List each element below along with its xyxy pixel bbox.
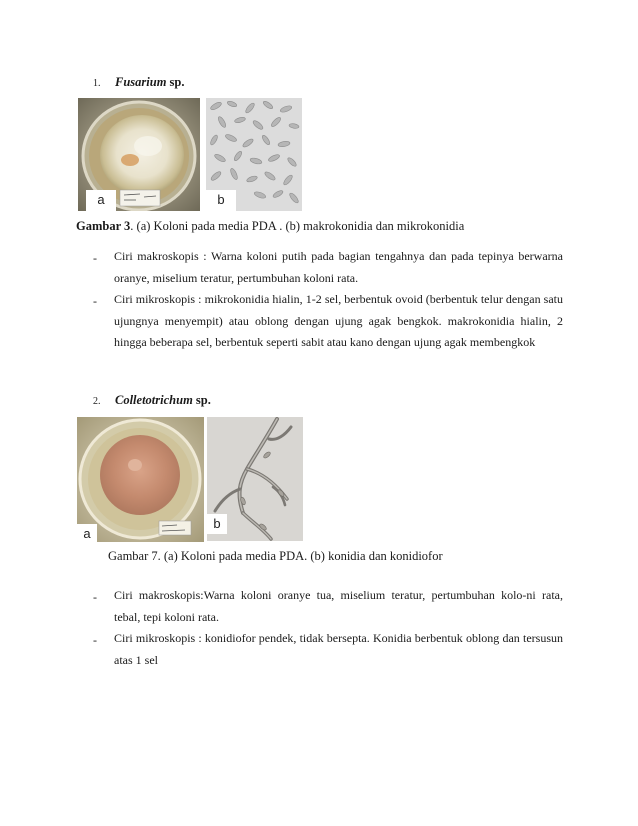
section1-photo-b-label: b <box>206 190 236 211</box>
section2-bullet-1-text: Ciri makroskopis:Warna koloni oranye tua, miselium teratur, pertumbuhan kolo-ni rata, tebal, tepi koloni rata. <box>114 588 563 624</box>
section1-caption <box>76 219 464 234</box>
section1-heading <box>93 75 185 90</box>
section1-bullet-2-text: Ciri mikroskopis : mikrokonidia hialin, 1-2 sel, berbentuk ovoid (berbentuk telur dengan satu ujungnya menyempit) atau oblong dengan ujung agak bengkok. makrokonidia hialin, 2 hingga beberapa sel, berbentuk seperti sabit atau kano dengan ujung agak membengkok <box>114 292 563 349</box>
section1-photo-a-label: a <box>86 190 116 211</box>
section2-heading <box>93 393 211 408</box>
section1-bullet-2-dash: - <box>93 294 97 308</box>
section2-caption: Gambar 7. (a) Koloni pada media PDA. (b) konidia dan konidiofor <box>108 549 443 563</box>
section2-sp: sp. <box>192 393 211 407</box>
section1-number: 1. <box>93 78 101 89</box>
section2-number: 2. <box>93 396 101 407</box>
section2-photo-b-label: b <box>207 514 227 534</box>
section1-caption-rest: . (a) Koloni pada media PDA . (b) makrokonidia dan mikrokonidia <box>130 219 465 233</box>
section1-bullet-1-dash: - <box>93 251 97 265</box>
section1-bullet-1-text: Ciri makroskopis : Warna koloni putih pada bagian tengahnya dan pada tepinya berwarna oranye, miselium teratur, pertumbuhan koloni rata. <box>114 249 563 285</box>
section2-genus: Colletotrichum <box>115 393 193 407</box>
section1-caption-bold: Gambar 3 <box>76 219 131 233</box>
section2-bullet-1-dash: - <box>93 590 97 604</box>
section2-bullet-2-dash: - <box>93 633 97 647</box>
section2-bullet-2-text: Ciri mikroskopis : konidiofor pendek, tidak bersepta. Konidia berbentuk oblong dan tersusun atas 1 sel <box>114 631 563 667</box>
section1-sp: sp. <box>166 75 185 89</box>
section1-genus: Fusarium <box>115 75 167 89</box>
section2-photo-a-label: a <box>77 524 97 544</box>
